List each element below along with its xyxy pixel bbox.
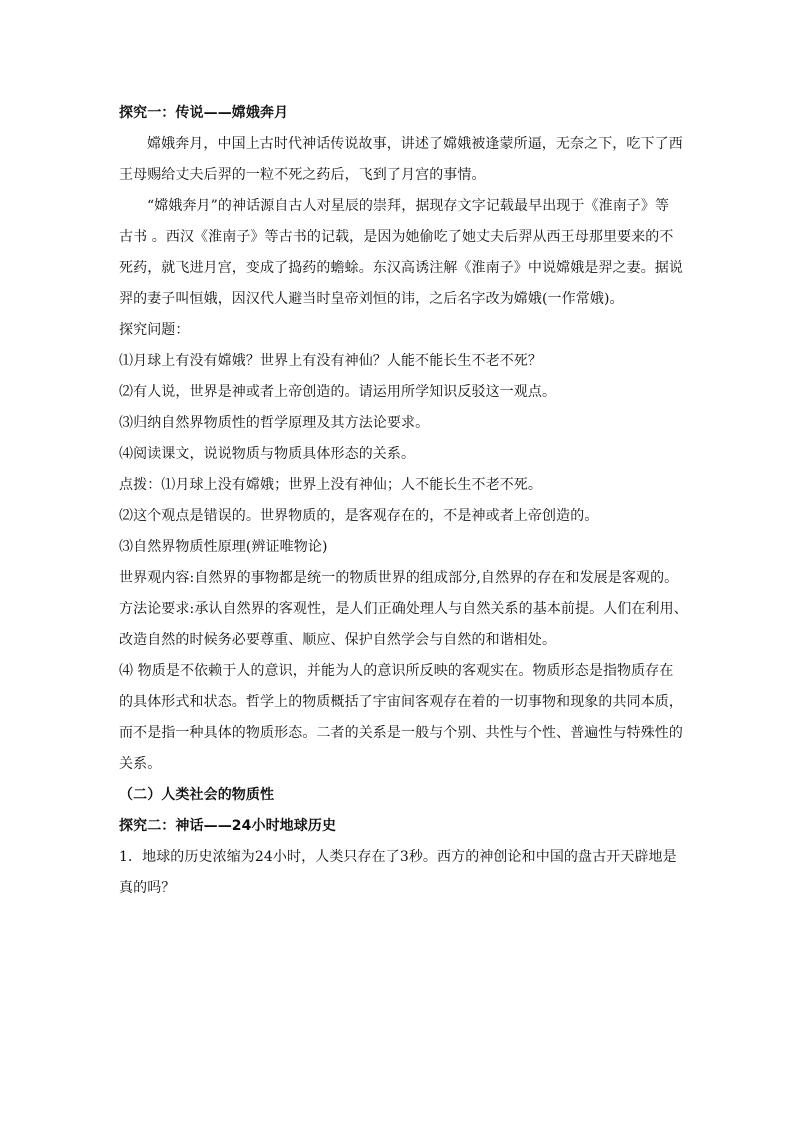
- answer-line-9: 而不是指一种具体的物质形态。二者的关系是一般与个别、共性与个性、普遍性与特殊性的: [119, 725, 683, 741]
- section2-heading: 探究二：神话——24小时地球历史: [119, 818, 337, 834]
- answer-line-6: 改造自然的时候务必要尊重、顺应、保护自然学会与自然的和谐相处。: [119, 632, 557, 648]
- answer-line-7: ⑷ 物质是不依赖于人的意识，并能为人的意识所反映的客观实在。物质形态是指物质存在: [119, 663, 674, 679]
- question-3: ⑶归纳自然界物质性的哲学原理及其方法论要求。: [119, 415, 430, 431]
- answer-line-10: 关系。: [119, 756, 162, 772]
- para2-line4: 羿的妻子叫恒娥，因汉代人避当时皇帝刘恒的讳，之后名字改为嫦娥(一作常娥)。: [119, 291, 624, 307]
- questions-label: 探究问题：: [119, 322, 190, 338]
- question-4: ⑷阅读课文，说说物质与物质具体形态的关系。: [119, 446, 416, 462]
- answer-line-3: ⑶自然界物质性原理(辨证唯物论): [119, 539, 328, 555]
- answer-line-4: 世界观内容:自然界的事物都是统一的物质世界的组成部分,自然界的存在和发展是客观的。: [119, 570, 679, 586]
- document-page: [119, 98, 688, 904]
- answer-line-2: ⑵这个观点是错误的。世界物质的，是客观存在的，不是神或者上帝创造的。: [119, 508, 599, 524]
- para1-line2: 王母赐给丈夫后羿的一粒不死之药后，飞到了月宫的事情。: [119, 167, 486, 183]
- answer-line-1: 点拨：⑴月球上没有嫦娥；世界上没有神仙；人不能长生不老不死。: [119, 477, 542, 493]
- para2-line3: 死药，就飞进月宫，变成了捣药的蟾蜍。东汉高诱注解《淮南子》中说嫦娥是羿之妻。据说: [119, 260, 683, 276]
- answer-line-8: 的具体形式和状态。哲学上的物质概括了宇宙间客观存在着的一切事物和现象的共同本质，: [119, 694, 683, 710]
- para2-line2: 古书 。西汉《淮南子》等古书的记载，是因为她偷吃了她丈夫后羿从西王母那里要来的不: [119, 229, 674, 245]
- para1-line1: 嫦娥奔月，中国上古时代神话传说故事，讲述了嫦娥被逢蒙所逼，无奈之下，吃下了西: [147, 136, 683, 152]
- answer-line-5: 方法论要求:承认自然界的客观性，是人们正确处理人与自然关系的基本前提。人们在利用、: [119, 601, 688, 617]
- section2-title: （二）人类社会的物质性: [119, 787, 275, 803]
- para2-line1: “嫦娥奔月”的神话源自古人对星辰的崇拜，据现存文字记载最早出现于《淮南子》等: [147, 198, 670, 214]
- question-2: ⑵有人说，世界是神或者上帝创造的。请运用所学知识反驳这一观点。: [119, 384, 557, 400]
- section2-q1-line2: 真的吗？: [119, 880, 176, 896]
- section1-heading: 探究一：传说——嫦娥奔月: [119, 105, 289, 121]
- section2-q1-line1: 1．地球的历史浓缩为24小时，人类只存在了3秒。西方的神创论和中国的盘古开天辟地是: [119, 849, 677, 865]
- question-1: ⑴月球上有没有嫦娥？世界上有没有神仙？人能不能长生不老不死？: [119, 353, 542, 369]
